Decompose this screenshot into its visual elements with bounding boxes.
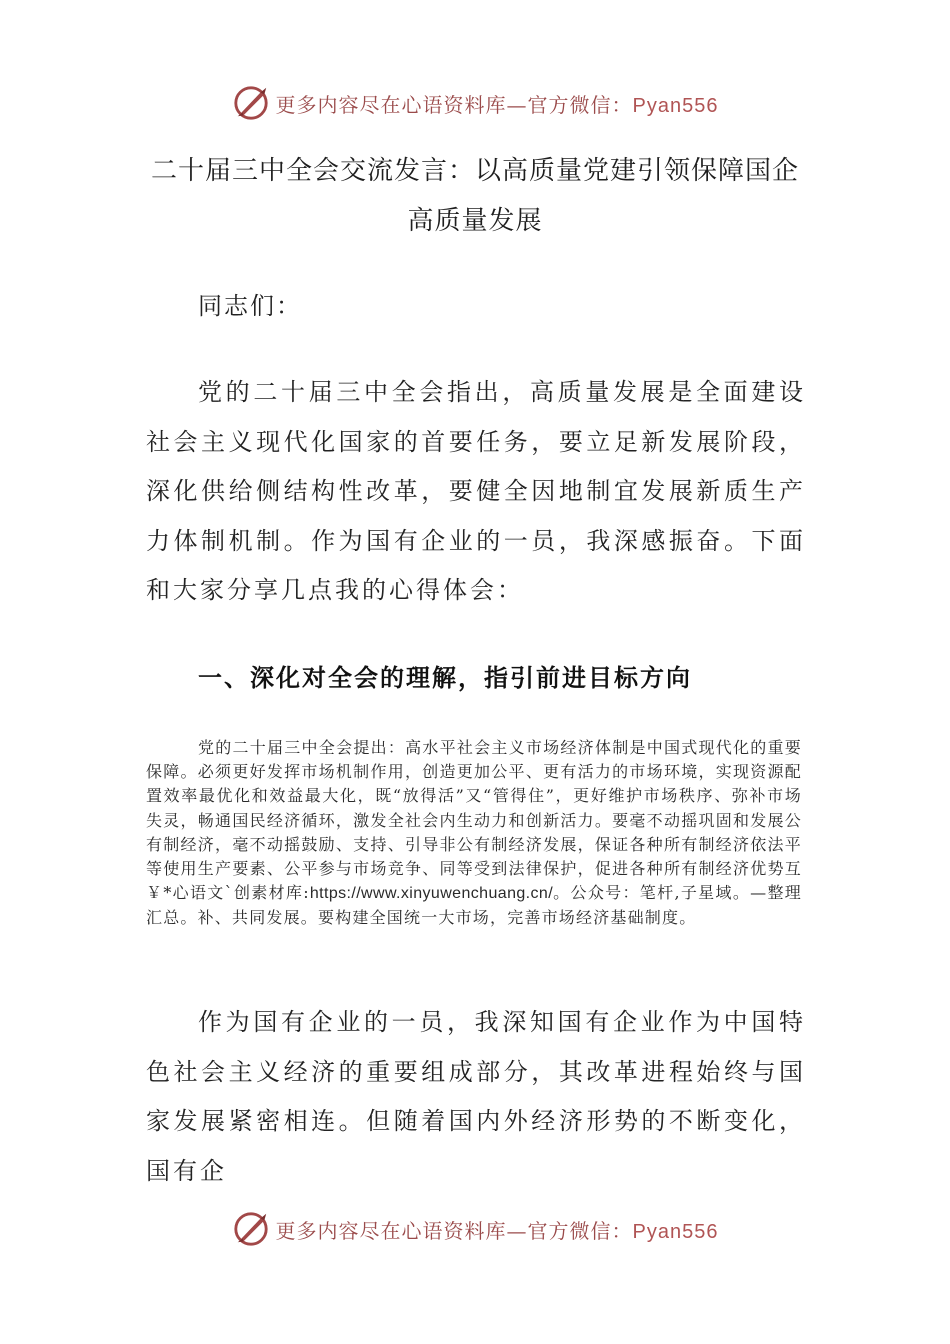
paragraph-text: 党的二十届三中全会提出：高水平社会主义市场经济体制是中国式现代化的重要保障。必须更好发挥市场机制作用，创造更加公平、更有活力的市场环境，实现资源配置效率最优化和效益最大化，既“放得活”又“管得住”，更好维护市场秩序、弥补市场失灵，畅通国民经济循环，激发全社会内生动力和创新活力。要毫不动摇巩固和发展公有制经济，毫不动摇鼓励、支持、引导非公有制经济发展，保证各种所有制经济依法平等使用生产要素、公平参与市场竞争、同等受到法律保护，促进各种所有制经济优势互￥*心语文`创素材库:	[146, 738, 802, 903]
wechat-id: Pyan556	[632, 94, 719, 117]
section-heading: 一、深化对全会的理解，指引前进目标方向	[198, 664, 692, 692]
paragraph-text: 。公众号：笔杆,子星域。—整理汇总。补、共同发展。要构建全国统一大市场，完善市场经济基础制度。	[146, 883, 802, 928]
body-paragraph: 作为国有企业的一员，我深知国有企业作为中国特色社会主义经济的重要组成部分，其改革进程始终与国家发展紧密相连。但随着国内外经济形势的不断变化，国有企	[146, 1008, 806, 1185]
quill-pen-logo-icon	[232, 1210, 270, 1248]
watermark-text: 更多内容尽在心语资料库—官方微信：Pyan556	[275, 1218, 719, 1243]
watermark-banner-top	[0, 80, 950, 126]
body-paragraph-small	[146, 736, 802, 931]
body-paragraph: 党的二十届三中全会指出，高质量发展是全面建设社会主义现代化国家的首要任务，要立足新发展阶段，深化供给侧结构性改革，要健全因地制宜发展新质生产力体制机制。作为国有企业的一员，我深感振奋。下面和大家分享几点我的心得体会：	[146, 378, 806, 604]
document-title: 二十届三中全会交流发言：以高质量党建引领保障国企高质量发展	[150, 156, 799, 236]
source-url: https://www.xinyuwenchuang.cn/	[309, 885, 554, 903]
watermark-text: 更多内容尽在心语资料库—官方微信：Pyan556	[275, 92, 719, 117]
quill-pen-logo-icon	[232, 84, 270, 122]
watermark-banner-bottom	[0, 1206, 950, 1252]
salutation: 同志们：	[198, 292, 302, 320]
wechat-id: Pyan556	[632, 1220, 719, 1243]
